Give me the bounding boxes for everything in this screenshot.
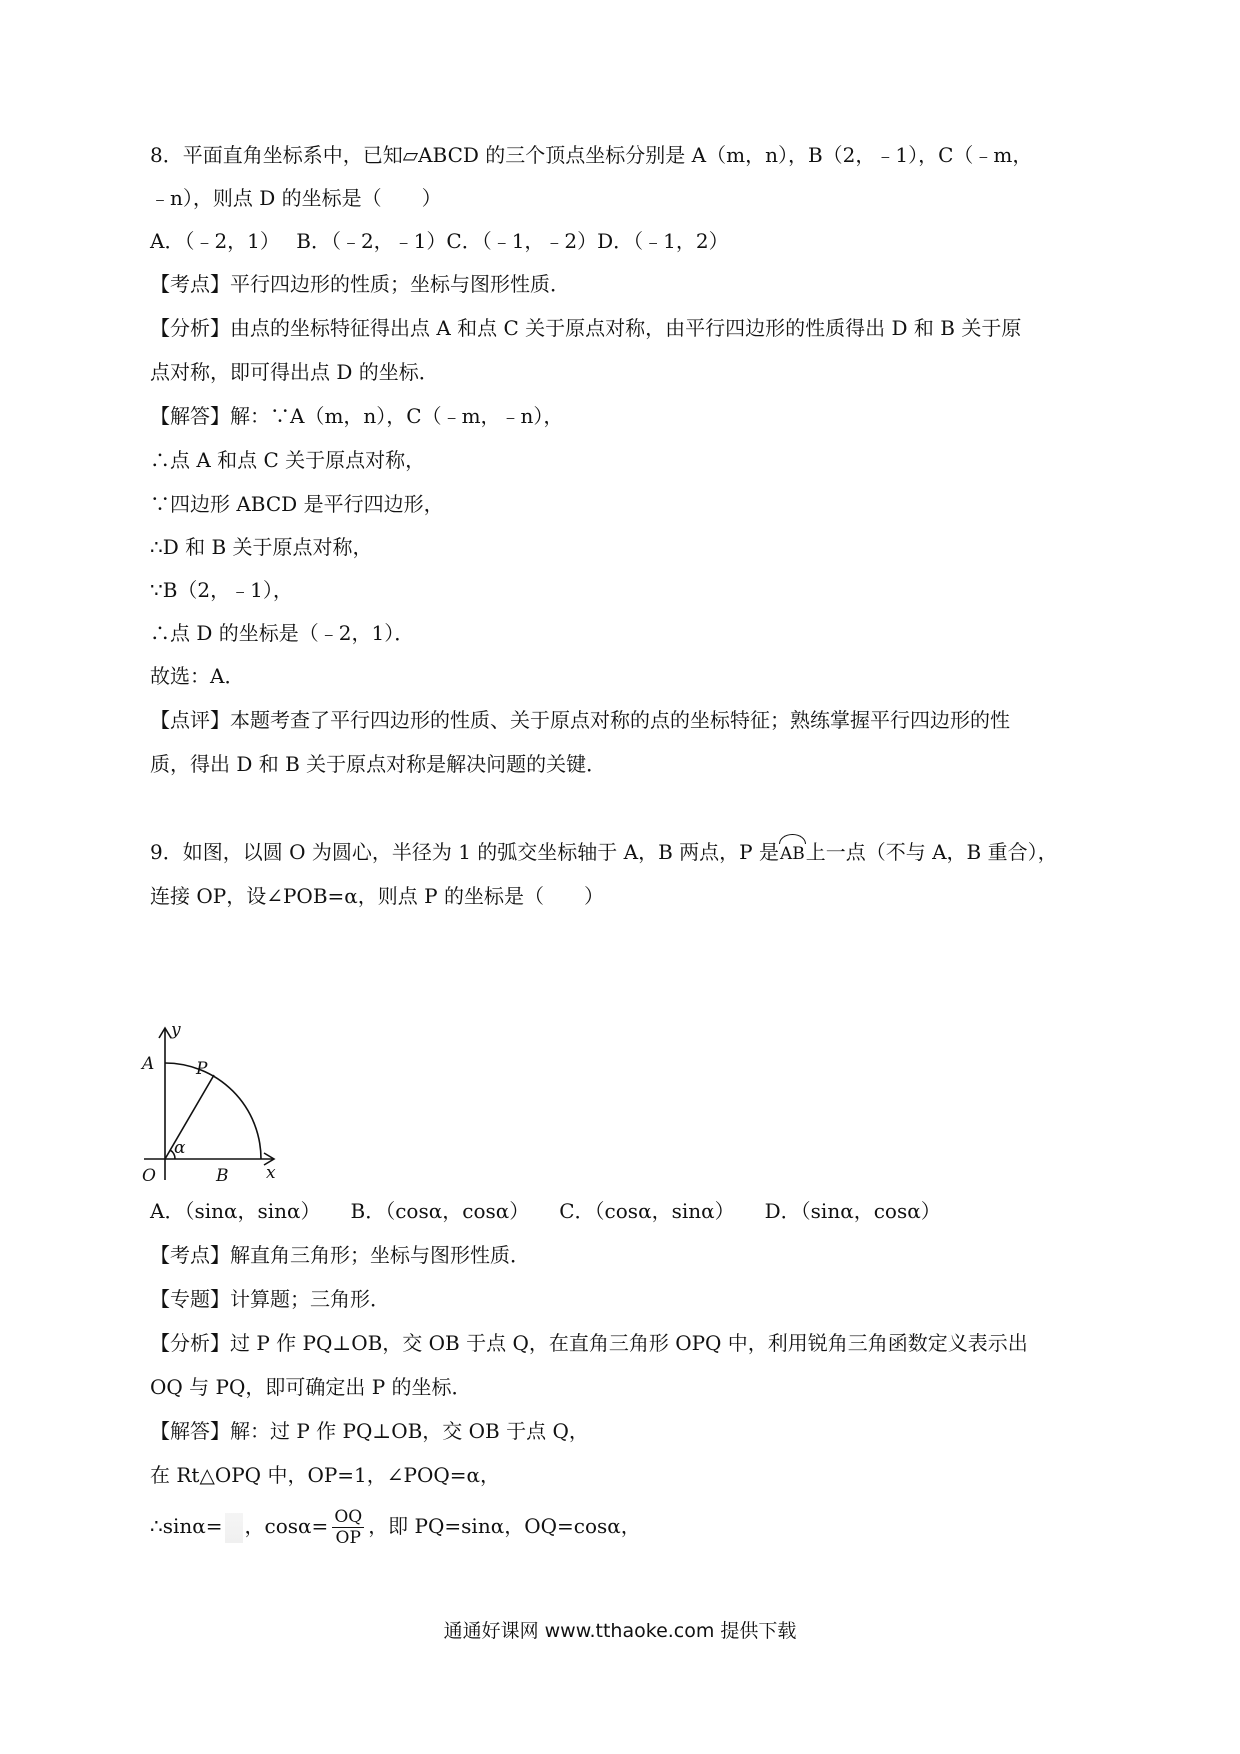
arc-ab-symbol: AB bbox=[779, 839, 806, 869]
q9-stem-line2: 连接 OP，设∠POB=α，则点 P 的坐标是（ ） bbox=[150, 884, 604, 908]
q9-stem-line1 bbox=[150, 837, 1058, 869]
q9-step2-sin: ∴sinα= bbox=[150, 1514, 223, 1538]
page-footer: 通通好课网 www.tthaoke.com 提供下载 bbox=[443, 1620, 797, 1642]
q8-dianping-line2: 质，得出 D 和 B 关于原点对称是解决问题的关键． bbox=[150, 752, 607, 776]
q8-step3: ∴D 和 B 关于原点对称， bbox=[150, 535, 373, 559]
label-p: P bbox=[196, 1059, 208, 1079]
q9-options: A．（sinα，sinα） B．（cosα，cosα） C．（cosα，sinα） D．（sinα，cosα） bbox=[150, 1199, 941, 1223]
q9-kaodian: 【考点】解直角三角形；坐标与图形性质． bbox=[150, 1243, 530, 1267]
q9-fenxi-line2: OQ 与 PQ，即可确定出 P 的坐标． bbox=[150, 1375, 472, 1399]
label-o: O bbox=[142, 1166, 156, 1186]
q8-step2: ∵四边形 ABCD 是平行四边形， bbox=[150, 492, 444, 516]
q8-stem-line1: 8．平面直角坐标系中，已知▱ABCD 的三个顶点坐标分别是 A（m，n），B（2，﹣1），C（﹣m， bbox=[150, 143, 1033, 167]
q9-step2-cos: ，cosα= bbox=[244, 1514, 329, 1538]
segment-op bbox=[165, 1075, 214, 1159]
q8-step4: ∵B（2，﹣1）， bbox=[150, 578, 293, 602]
q8-dianping-line1: 【点评】本题考查了平行四边形的性质、关于原点对称的点的坐标特征；熟练掌握平行四边形的性 bbox=[150, 708, 1010, 732]
q8-kaodian: 【考点】平行四边形的性质；坐标与图形性质． bbox=[150, 272, 570, 296]
faded-fraction bbox=[225, 1513, 243, 1543]
q9-jieda: 【解答】解：过 P 作 PQ⊥OB，交 OB 于点 Q， bbox=[150, 1419, 589, 1443]
q8-fenxi-line1: 【分析】由点的坐标特征得出点 A 和点 C 关于原点对称，由平行四边形的性质得出 D 和 B 关于原 bbox=[150, 316, 1022, 340]
fraction-numerator: OQ bbox=[334, 1507, 363, 1527]
q8-fenxi-line2: 点对称，即可得出点 D 的坐标． bbox=[150, 360, 439, 384]
q9-step1: 在 Rt△OPQ 中，OP=1，∠POQ=α， bbox=[150, 1463, 501, 1487]
q8-options: A．（﹣2，1） B．（﹣2，﹣1）C．（﹣1，﹣2）D．（﹣1，2） bbox=[150, 229, 729, 253]
label-y: y bbox=[171, 1020, 181, 1040]
q9-step2-rest: ，即 PQ=sinα，OQ=cosα， bbox=[368, 1514, 641, 1538]
fraction-oq-op bbox=[332, 1507, 364, 1548]
q9-fenxi-line1: 【分析】过 P 作 PQ⊥OB，交 OB 于点 Q，在直角三角形 OPQ 中，利用锐角三角函数定义表示出 bbox=[150, 1331, 1028, 1355]
q9-step2 bbox=[150, 1502, 641, 1550]
q9-figure bbox=[142, 1020, 314, 1186]
q8-step5: ∴点 D 的坐标是（﹣2，1）． bbox=[150, 621, 415, 645]
label-x: x bbox=[266, 1163, 276, 1183]
q9-stem-part-a: 9．如图，以圆 O 为圆心，半径为 1 的弧交坐标轴于 A，B 两点，P 是 bbox=[150, 840, 779, 864]
q8-choose: 故选：A． bbox=[150, 664, 245, 688]
q9-zhuanti: 【专题】计算题；三角形． bbox=[150, 1287, 390, 1311]
label-a: A bbox=[142, 1054, 155, 1074]
fraction-denominator: OP bbox=[335, 1528, 361, 1548]
label-alpha: α bbox=[174, 1138, 186, 1158]
label-b: B bbox=[216, 1166, 229, 1186]
q9-stem-part-b: 上一点（不与 A，B 重合）， bbox=[805, 840, 1058, 864]
q8-jieda: 【解答】解：∵A（m，n），C（﹣m，﹣n）， bbox=[150, 404, 564, 428]
q8-step1: ∴点 A 和点 C 关于原点对称， bbox=[150, 448, 426, 472]
q8-stem-line2: ﹣n），则点 D 的坐标是（ ） bbox=[150, 186, 442, 210]
